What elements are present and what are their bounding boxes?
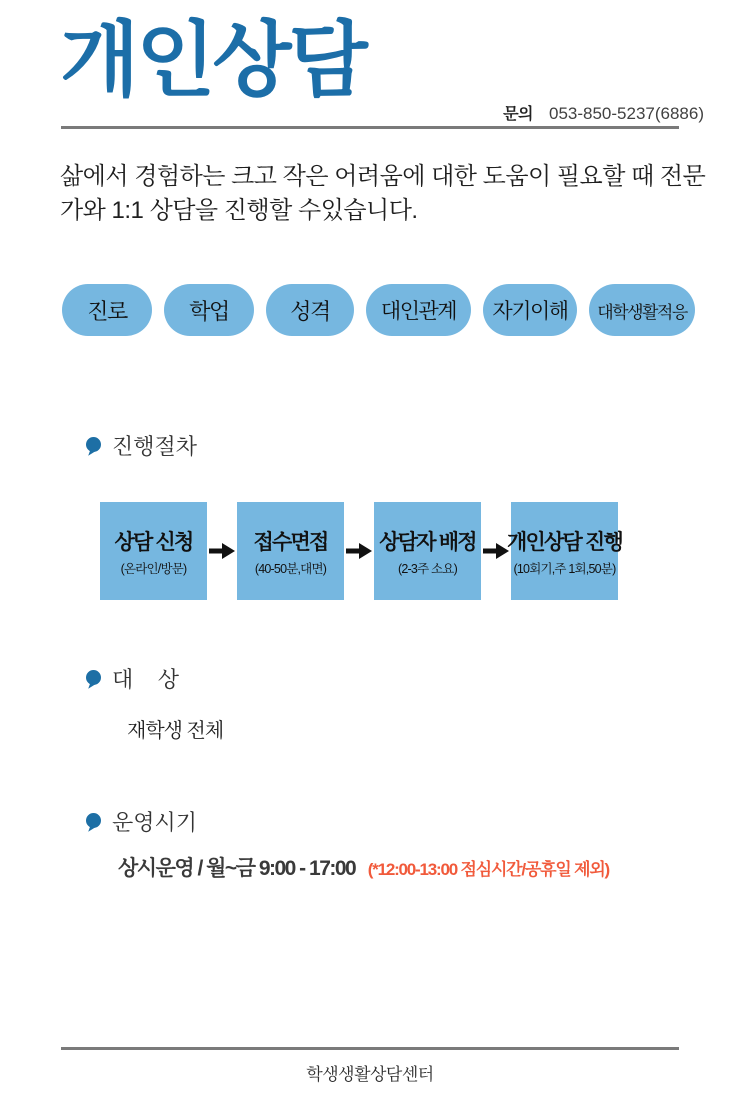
section-schedule-header (86, 806, 197, 837)
contact-phone: 053-850-5237(6886) (548, 104, 704, 123)
flow-step-assignment (374, 502, 481, 600)
topic-pill-career: 진로 (62, 284, 152, 336)
contact-info (503, 101, 704, 124)
section-procedure-header (86, 430, 197, 461)
topic-pill-self-understanding: 자기이해 (483, 284, 577, 336)
footer-divider (61, 1047, 679, 1050)
right-arrow-icon (483, 543, 509, 559)
flow-step-intake (237, 502, 344, 600)
procedure-flow (100, 502, 622, 600)
flow-step-title: 상담자 배정 (379, 530, 476, 554)
flow-step-title: 접수면접 (253, 530, 328, 554)
topic-pill-row (62, 284, 695, 336)
intro-paragraph: 삶에서 경험하는 크고 작은 어려움에 대한 도움이 필요할 때 전문가와 1:1 상담을 진행할 수있습니다. (60, 163, 706, 225)
section-target-header (86, 663, 179, 694)
schedule-hours: 상시운영 / 월~금 9:00 - 17:00 (118, 857, 356, 880)
topic-pill-campus-adjustment: 대학생활적응 (589, 284, 695, 336)
footer-org-name: 학생생활상담센터 (306, 1065, 434, 1084)
topic-pill-relationships: 대인관계 (366, 284, 471, 336)
right-arrow-icon (346, 543, 372, 559)
flow-step-title: 개인상담 진행 (507, 530, 622, 554)
contact-label: 문의 (503, 106, 533, 123)
section-procedure-label: 진행절차 (112, 434, 198, 459)
topic-pill-personality: 성격 (266, 284, 354, 336)
target-value: 재학생 전체 (127, 720, 224, 742)
section-target-label: 대 상 (112, 667, 179, 692)
schedule-note: (*12:00-13:00 점심시간/공휴일 제외) (367, 860, 610, 879)
flow-step-subtitle: (10회기,주 1회,50분) (513, 561, 616, 576)
page-title: 개인상담 (60, 15, 365, 106)
flow-step-subtitle: (2-3주 소요) (398, 561, 457, 576)
balloon-bullet-icon (86, 437, 101, 456)
schedule-line (118, 852, 609, 882)
topic-pill-academics: 학업 (164, 284, 254, 336)
header-divider (61, 126, 679, 129)
balloon-bullet-icon (86, 670, 101, 689)
flow-step-apply (100, 502, 207, 600)
flow-step-subtitle: (40-50분,대면) (254, 561, 327, 576)
flow-step-subtitle: (온라인/방문) (120, 561, 187, 576)
right-arrow-icon (209, 543, 235, 559)
balloon-bullet-icon (86, 813, 101, 832)
flow-step-sessions (507, 502, 622, 600)
flow-step-title: 상담 신청 (114, 530, 193, 554)
section-schedule-label: 운영시기 (112, 810, 198, 835)
